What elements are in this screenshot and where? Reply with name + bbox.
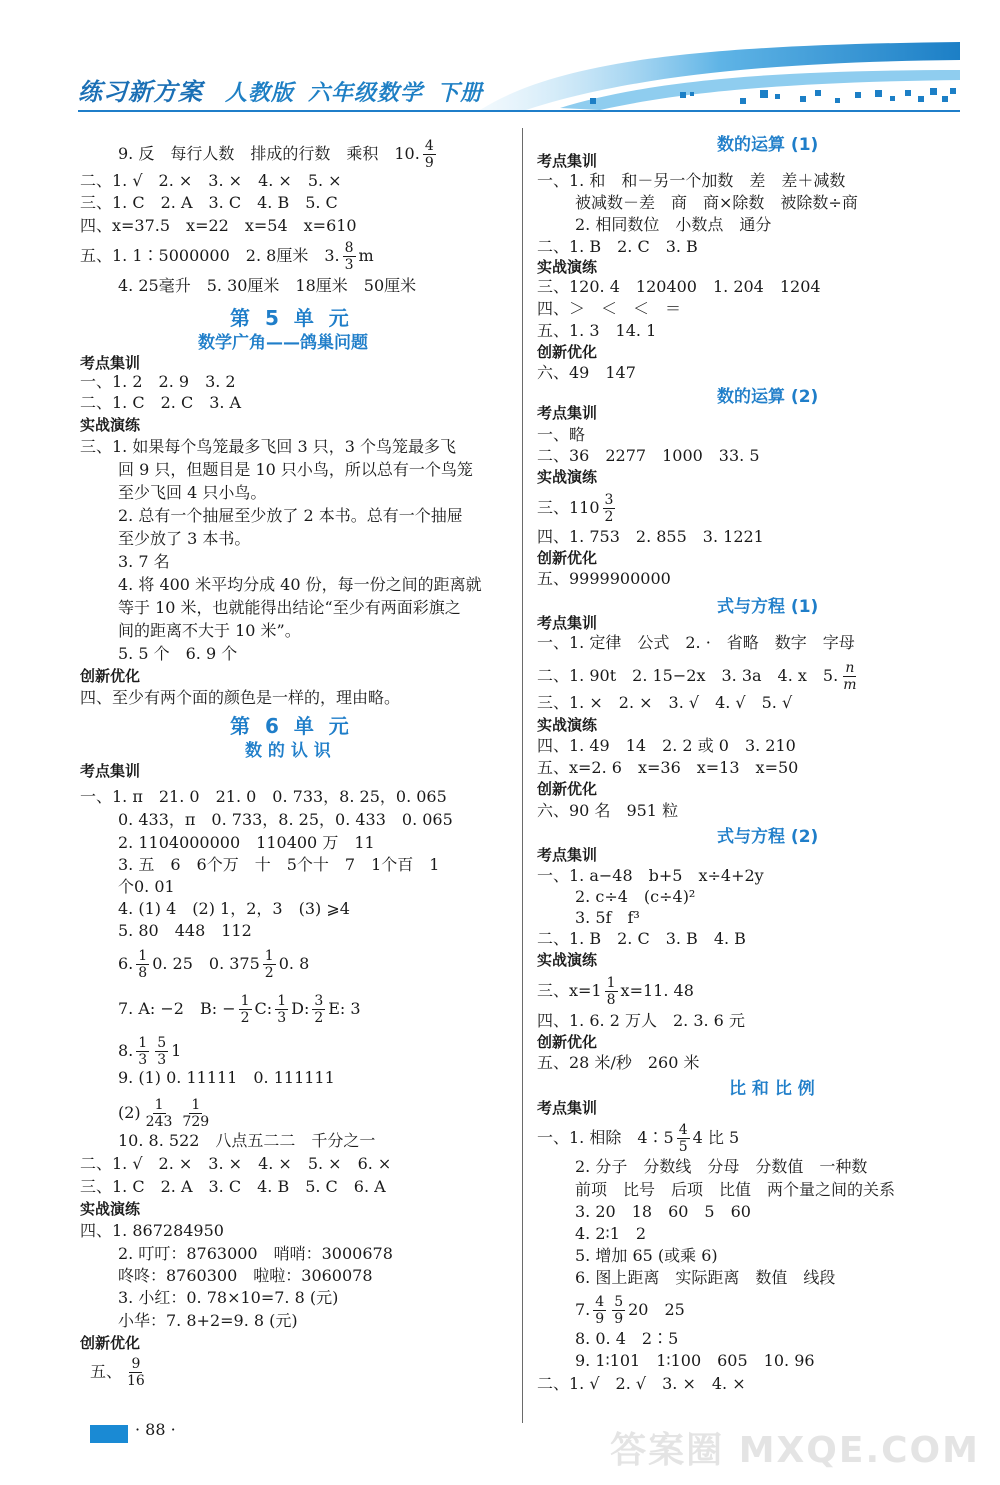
section-label: 创新优化 — [80, 667, 141, 685]
answer-line: 四、至少有两个面的颜色是一样的，理由略。 — [80, 688, 401, 707]
answer-line: 3. 5f f³ — [575, 908, 640, 927]
section-heading: 数的运算 (2) — [717, 387, 819, 407]
answer-line: 个0. 01 — [118, 877, 175, 896]
answer-line: 一、1. 和 和－另一个加数 差 差＋减数 — [537, 171, 846, 190]
answer-line: 0. 433，π 0. 733，8. 25，0. 433 0. 065 — [118, 810, 453, 829]
answer-line: 4. (1) 4 (2) 1，2，3 (3) ⩾4 — [118, 899, 350, 918]
section-label: 实战演练 — [537, 468, 598, 486]
brand-name: 练习新方案 — [78, 77, 203, 106]
answer-line: 7. A: −2 B: − $\frac{1}{2}$ C: $\frac{1}{3}$ D: $\frac{3}{2}$ E: 3 — [118, 993, 361, 1026]
answer-line: 三、1. C 2. A 3. C 4. B 5. C 6. A — [80, 1177, 386, 1196]
answer-line: 四、1. 867284950 — [80, 1221, 224, 1240]
answer-line: 至少放了 3 本书。 — [118, 529, 251, 548]
answer-line: 小华：7. 8+2=9. 8 (元) — [118, 1311, 298, 1330]
answer-line: 9. 1∶101 1∶100 605 10. 96 — [575, 1351, 815, 1370]
answer-line: 五、x=2. 6 x=36 x=13 x=50 — [537, 758, 799, 777]
answer-line: 二、1. B 2. C 3. B — [537, 237, 698, 256]
answer-line: 等于 10 米，也就能得出结论“至少有两面彩旗之 — [118, 598, 461, 617]
section-label: 创新优化 — [537, 343, 598, 361]
answer-line: 4. 将 400 米平均分成 40 份，每一份之间的距离就 — [118, 575, 482, 594]
answer-line: 4. 2∶1 2 — [575, 1224, 647, 1243]
section-label: 实战演练 — [537, 716, 598, 734]
answer-line: 二、1. B 2. C 3. B 4. B — [537, 929, 746, 948]
answer-line: 四、＞ ＜ ＜ ＝ — [537, 299, 682, 318]
answer-line: 5. 80 448 112 — [118, 921, 252, 940]
answer-line: (2) $\frac{1}{243}$ $\frac{1}{729}$ — [118, 1097, 210, 1130]
page-number-marker — [90, 1425, 128, 1443]
answer-line: 四、1. 6. 2 万人 2. 3. 6 元 — [537, 1011, 745, 1030]
answer-line: 五、28 米/秒 260 米 — [537, 1053, 700, 1072]
section-label: 创新优化 — [537, 780, 598, 798]
answer-line: 9. (1) 0. 11111 0. 111111 — [118, 1068, 335, 1087]
answer-line: 2. c÷4 (c÷4)² — [575, 887, 696, 906]
answer-line: 5. 5 个 6. 9 个 — [118, 644, 238, 663]
watermark: 答案圈 MXQE.COM — [610, 1430, 980, 1471]
answer-line: 二、1. √ 2. × 3. × 4. × 5. × — [80, 171, 342, 190]
answer-line: 四、1. 49 14 2. 2 或 0 3. 210 — [537, 736, 796, 755]
section-label: 创新优化 — [80, 1334, 141, 1352]
answer-line: 六、49 147 — [537, 363, 636, 382]
answer-line: 五、 $\frac{9}{16}$ — [90, 1356, 145, 1389]
section-label: 考点集训 — [80, 354, 141, 372]
section-heading: 比 和 比 例 — [729, 1079, 815, 1099]
answer-line: 一、1. 定律 公式 2. · 省略 数字 字母 — [537, 633, 855, 652]
answer-line: 二、1. C 2. C 3. A — [80, 393, 242, 412]
section-heading: 式与方程 (1) — [717, 597, 819, 617]
answer-line: 前项 比号 后项 比值 两个量之间的关系 — [575, 1180, 896, 1199]
answer-line: 7. $\frac{4}{9}$ $\frac{5}{9}$ 20 25 — [575, 1294, 685, 1327]
answer-line: 五、9999900000 — [537, 569, 671, 588]
answer-line: 一、1. 相除 4∶5 $\frac{4}{5}$ 4 比 5 — [537, 1122, 740, 1155]
answer-line: 二、1. √ 2. × 3. × 4. × 5. × 6. × — [80, 1154, 392, 1173]
answer-line: 3. 五 6 6个万 十 5个十 7 1个百 1 — [118, 855, 440, 874]
answer-line: 四、1. 753 2. 855 3. 1221 — [537, 527, 764, 546]
answer-line: 2. 叮叮：8763000 哨哨：3000678 — [118, 1244, 393, 1263]
answer-line: 四、x=37.5 x=22 x=54 x=610 — [80, 216, 357, 235]
unit-heading: 第 6 单 元 — [230, 714, 353, 738]
unit-heading: 第 5 单 元 — [230, 306, 353, 330]
book-title — [78, 72, 497, 107]
answer-line: 3. 7 名 — [118, 552, 170, 571]
answer-line: 三、110 $\frac{3}{2}$ — [537, 492, 614, 525]
section-label: 创新优化 — [537, 1033, 598, 1051]
grade-subject: 六年级数学 — [308, 80, 424, 106]
answer-line: 一、1. π 21. 0 21. 0 0. 733，8. 25，0. 065 — [80, 787, 447, 806]
section-label: 考点集训 — [537, 404, 598, 422]
answer-line: 一、略 — [537, 425, 586, 444]
column-divider — [522, 128, 523, 1423]
section-heading: 数的运算 (1) — [717, 135, 819, 155]
answer-line: 6. 图上距离 实际距离 数值 线段 — [575, 1268, 836, 1287]
answer-line: 六、90 名 951 粒 — [537, 801, 679, 820]
answer-line: 一、1. 2 2. 9 3. 2 — [80, 372, 236, 391]
section-label: 考点集训 — [537, 1099, 598, 1117]
answer-line: 二、36 2277 1000 33. 5 — [537, 446, 760, 465]
answer-line: 三、1. C 2. A 3. C 4. B 5. C — [80, 193, 338, 212]
answer-line: 至少飞回 4 只小鸟。 — [118, 483, 267, 502]
section-label: 考点集训 — [537, 846, 598, 864]
page-number: · 88 · — [135, 1420, 176, 1439]
answer-line: 间的距离不大于 10 米”。 — [118, 621, 301, 640]
section-label: 考点集训 — [80, 762, 141, 780]
answer-line: 被减数－差 商 商×除数 被除数÷商 — [575, 193, 858, 212]
answer-line: 8. 0. 4 2∶5 — [575, 1329, 679, 1348]
answer-line: 3. 20 18 60 5 60 — [575, 1202, 751, 1221]
answer-line: 三、1. 如果每个鸟笼最多飞回 3 只，3 个鸟笼最多飞 — [80, 437, 456, 456]
section-label: 考点集训 — [537, 614, 598, 632]
section-label: 考点集训 — [537, 152, 598, 170]
answer-line: 二、1. 90t 2. 15−2x 3. 3a 4. x 5. $\frac{n}{m}$ — [537, 660, 857, 693]
answer-line: 三、120. 4 120400 1. 204 1204 — [537, 277, 821, 296]
unit-subheading: 数学广角——鸽巢问题 — [198, 333, 368, 353]
answer-line: 五、1. 3 14. 1 — [537, 321, 657, 340]
answer-line: 3. 小红：0. 78×10=7. 8 (元) — [118, 1288, 339, 1307]
answer-line: 6. $\frac{1}{8}$ 0. 25 0. 375 $\frac{1}{2}$ 0. 8 — [118, 948, 310, 981]
answer-line: 三、x=1 $\frac{1}{8}$ x=11. 48 — [537, 975, 694, 1008]
answer-line: 2. 总有一个抽屉至少放了 2 本书。总有一个抽屉 — [118, 506, 463, 525]
answer-line: 2. 1104000000 110400 万 11 — [118, 833, 375, 852]
answer-line: 8. $\frac{1}{3}$ $\frac{5}{3}$ 1 — [118, 1035, 182, 1068]
answer-line: 一、1. a−48 b+5 x÷4+2y — [537, 866, 764, 885]
section-label: 实战演练 — [80, 416, 141, 434]
page-header — [0, 0, 1000, 125]
answer-line: 4. 25毫升 5. 30厘米 18厘米 50厘米 — [118, 276, 417, 295]
answer-line: 三、1. × 2. × 3. √ 4. √ 5. √ — [537, 693, 793, 712]
section-label: 实战演练 — [80, 1200, 141, 1218]
answer-line: 回 9 只，但题目是 10 只小鸟，所以总有一个鸟笼 — [118, 460, 473, 479]
unit-subheading: 数 的 认 识 — [245, 741, 331, 761]
edition: 人教版 — [225, 80, 295, 106]
answer-line: 二、1. √ 2. √ 3. × 4. × — [537, 1374, 746, 1393]
answer-line: 5. 增加 65 (或乘 6) — [575, 1246, 718, 1265]
answer-line: 咚咚：8760300 啦啦：3060078 — [118, 1266, 373, 1285]
section-label: 实战演练 — [537, 951, 598, 969]
section-heading: 式与方程 (2) — [717, 827, 819, 847]
answer-line: 9. 反 每行人数 排成的行数 乘积 10. $\frac{4}{9}$ — [118, 138, 434, 171]
section-label: 实战演练 — [537, 258, 598, 276]
answer-line: 2. 相同数位 小数点 通分 — [575, 215, 772, 234]
answer-line: 五、1. 1∶5000000 2. 8厘米 3. $\frac{8}{3}$ m — [80, 240, 374, 273]
volume: 下册 — [437, 80, 484, 106]
answer-line: 10. 8. 522 八点五二二 千分之一 — [118, 1131, 376, 1150]
answer-line: 2. 分子 分数线 分母 分数值 一种数 — [575, 1157, 868, 1176]
section-label: 创新优化 — [537, 549, 598, 567]
